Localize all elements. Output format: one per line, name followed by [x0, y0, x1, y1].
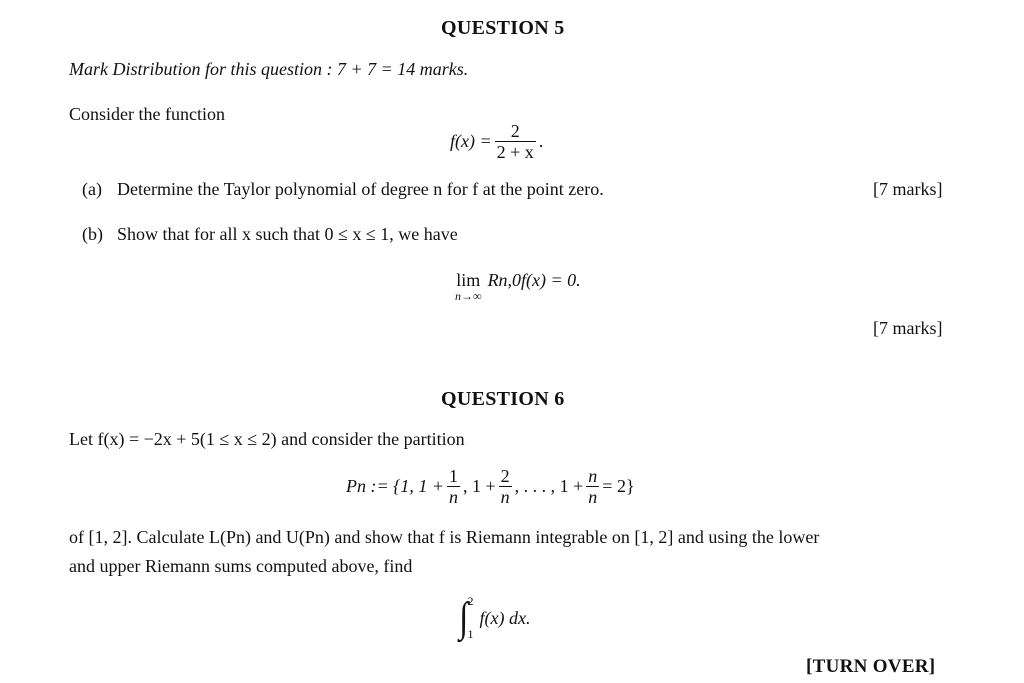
limit-operator: [455, 270, 482, 304]
integral-body: f(x) dx.: [479, 607, 531, 628]
partition-mid-1: , 1 +: [462, 476, 496, 496]
function-lhs: f(x) =: [450, 131, 492, 151]
partition-fraction-3: [586, 466, 599, 507]
partition-rhs: = 2}: [602, 476, 635, 496]
partition-fraction-1: [447, 466, 460, 507]
turn-over-label: [TURN OVER]: [806, 656, 936, 677]
function-definition: [450, 121, 543, 162]
fraction-2-denominator: n: [500, 487, 510, 507]
q6-line-2: and upper Riemann sums computed above, find: [69, 556, 413, 576]
function-fraction: [495, 121, 536, 162]
fraction-2-numerator: 2: [500, 466, 510, 486]
fraction-numerator: 2: [510, 121, 520, 141]
partition-definition: [346, 466, 635, 507]
part-a-marks: [7 marks]: [873, 179, 943, 199]
integral-lower-limit: 1: [467, 627, 474, 641]
lim-body: Rn,0f(x) = 0.: [487, 269, 581, 290]
fraction-1-denominator: n: [448, 487, 458, 507]
question-6-heading: QUESTION 6: [441, 388, 565, 410]
integral-upper-limit: 2: [467, 594, 474, 608]
part-b-text: Show that for all x such that 0 ≤ x ≤ 1, we have: [117, 224, 458, 244]
function-end: .: [538, 131, 544, 151]
partition-lhs: Pn := {1, 1 +: [346, 476, 444, 496]
fraction-3-denominator: n: [588, 487, 598, 507]
integral-sign: ∫: [459, 595, 469, 641]
q6-intro: Let f(x) = −2x + 5(1 ≤ x ≤ 2) and consider the partition: [69, 429, 465, 449]
partition-fraction-2: [499, 466, 512, 507]
part-b-marks: [7 marks]: [873, 318, 943, 338]
part-a-text: Determine the Taylor polynomial of degree n for f at the point zero.: [117, 179, 604, 199]
part-b-label: (b): [82, 224, 103, 244]
lim-subscript: n→∞: [455, 289, 482, 303]
fraction-denominator: 2 + x: [496, 142, 534, 162]
q6-line-1: of [1, 2]. Calculate L(Pn) and U(Pn) and show that f is Riemann integrable on [1, 2] and using the lower: [69, 527, 820, 547]
fraction-1-numerator: 1: [448, 466, 458, 486]
fraction-3-numerator: n: [588, 466, 598, 486]
question-5-heading: QUESTION 5: [441, 17, 565, 39]
partition-mid-2: , . . . , 1 +: [514, 476, 584, 496]
q5-intro: Consider the function: [69, 104, 225, 124]
part-a-label: (a): [82, 179, 102, 199]
mark-distribution: Mark Distribution for this question : 7 + 7 = 14 marks.: [69, 59, 469, 79]
lim-word: lim: [456, 270, 481, 290]
limit-expression: [455, 270, 581, 304]
integral-expression: [458, 594, 530, 642]
